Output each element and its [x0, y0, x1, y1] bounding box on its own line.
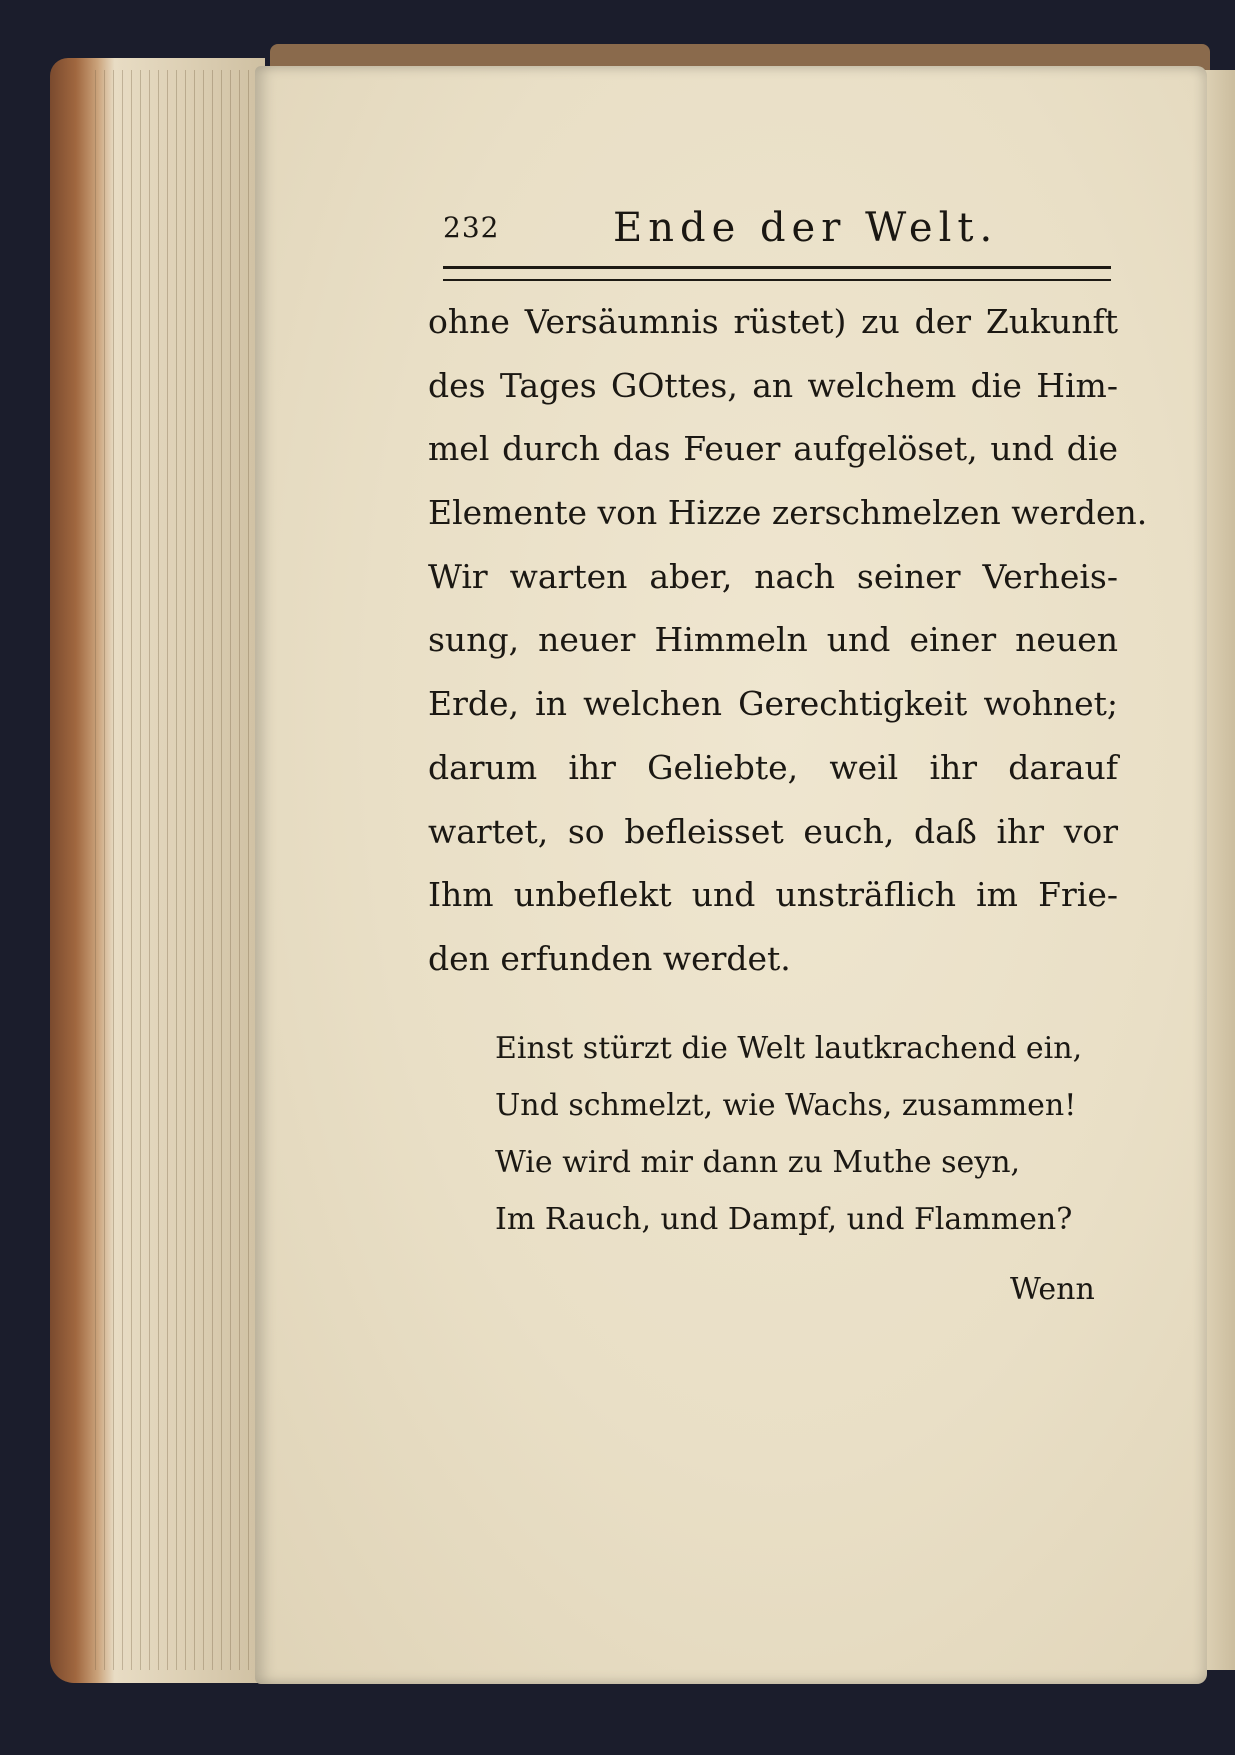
- text-line: den erfunden werdet.: [428, 938, 791, 978]
- text-line: wartet, so befleisset euch, daß ihr vor: [428, 811, 1118, 851]
- page-number: 232: [443, 211, 500, 244]
- catchword: Wenn: [1010, 1272, 1095, 1307]
- verse-stanza: [495, 1020, 1115, 1248]
- text-line: Erde, in welchen Gerechtigkeit wohnet;: [428, 684, 1118, 724]
- text-line: Wir warten aber, nach seiner Verheis-: [428, 556, 1118, 596]
- verse-line: Im Rauch, und Dampf, und Flammen?: [495, 1202, 1073, 1237]
- text-line: mel durch das Feuer aufgelöset, und die: [428, 429, 1118, 469]
- text-line: Elemente von Hizze zerschmelzen werden.: [428, 493, 1148, 533]
- text-line: des Tages GOttes, an welchem die Him-: [428, 365, 1118, 405]
- text-line: ohne Versäumnis rüstet) zu der Zukunft: [428, 302, 1118, 341]
- verse-line: Einst stürzt die Welt lautkrachend ein,: [495, 1031, 1083, 1066]
- page-edge-lines: [95, 70, 255, 1670]
- verse-line: Und schmelzt, wie Wachs, zusammen!: [495, 1088, 1077, 1123]
- body-paragraph: [428, 290, 1148, 991]
- page-header: [443, 205, 1113, 255]
- text-line: sung, neuer Himmeln und einer neuen: [428, 620, 1118, 660]
- running-title: Ende der Welt.: [613, 205, 999, 251]
- header-rule: [443, 266, 1111, 281]
- verse-line: Wie wird mir dann zu Muthe seyn,: [495, 1145, 1021, 1180]
- text-line: darum ihr Geliebte, weil ihr darauf: [428, 747, 1118, 787]
- text-line: Ihm unbeflekt und unsträflich im Frie-: [428, 875, 1118, 915]
